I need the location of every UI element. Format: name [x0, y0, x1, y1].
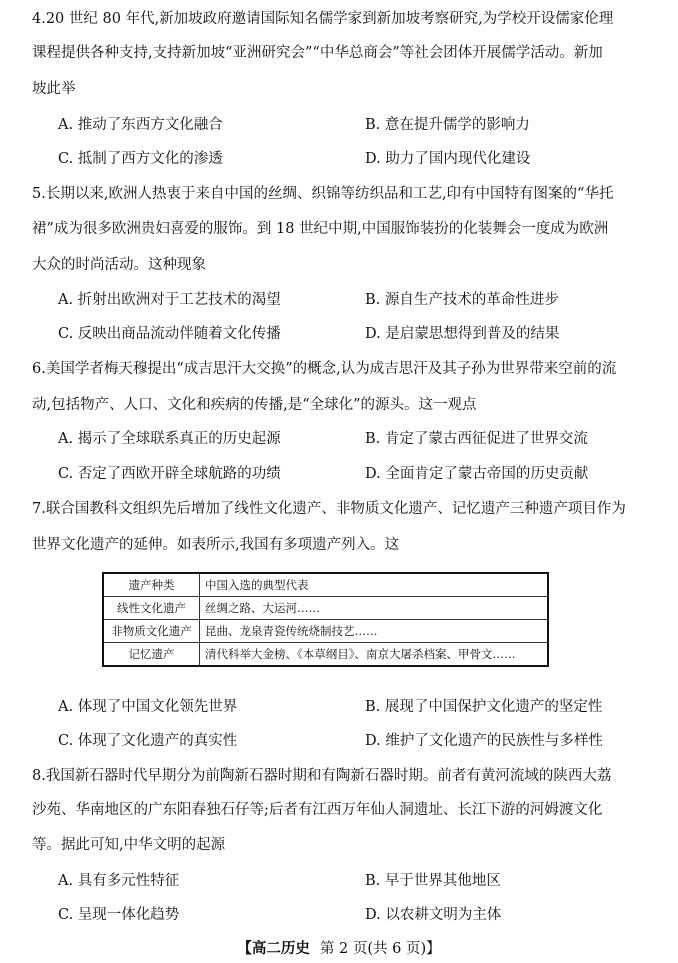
footer-page-number: 第 2 页(共 6 页)】: [319, 941, 441, 957]
question-5-line-2: 裙”成为很多欧洲贵妇喜爱的服饰。到 18 世纪中期,中国服饰装扮的化装舞会一度成为欧洲: [32, 221, 609, 237]
question-4-option-b: B. 意在提升儒学的影响力: [365, 117, 530, 133]
question-8-option-d: D. 以农耕文明为主体: [365, 907, 502, 923]
question-8-option-b: B. 早于世界其他地区: [365, 873, 501, 889]
table-cell: 清代科举大金榜、《本草纲目》、南京大屠杀档案、甲骨文……: [200, 643, 549, 667]
question-5-option-d: D. 是启蒙思想得到普及的结果: [365, 326, 560, 342]
table-header-cell: 中国入选的典型代表: [200, 573, 549, 597]
table-header-cell: 遗产种类: [103, 573, 200, 597]
question-4-option-d: D. 助力了国内现代化建设: [365, 151, 531, 167]
question-6-option-b: B. 肯定了蒙古西征促进了世界交流: [365, 431, 588, 447]
table-cell: 昆曲、龙泉青瓷传统烧制技艺……: [200, 620, 549, 643]
footer-subject: 【高二历史: [237, 940, 310, 957]
question-5-line-3: 大众的时尚活动。这种现象: [32, 257, 206, 273]
page-footer: [0, 937, 678, 958]
question-7-option-a: A. 体现了中国文化领先世界: [58, 699, 238, 715]
question-7-option-c: C. 体现了文化遗产的真实性: [58, 733, 238, 749]
table-row: [103, 597, 548, 620]
question-4-line-2: 课程提供各种支持,支持新加坡“亚洲研究会”“中华总商会”等社会团体开展儒学活动。新加: [32, 45, 603, 61]
table-row: [103, 643, 548, 667]
question-7-option-b: B. 展现了中国保护文化遗产的坚定性: [365, 699, 603, 715]
question-8-option-a: A. 具有多元性特征: [58, 873, 180, 889]
heritage-table: [102, 572, 549, 667]
table-cell: 丝绸之路、大运河……: [200, 597, 549, 620]
question-5-line-1: 5.长期以来,欧洲人热衷于来自中国的丝绸、织锦等纺织品和工艺,印有中国特有图案的“华托: [32, 186, 614, 202]
question-8-option-c: C. 呈现一体化趋势: [58, 907, 180, 923]
question-7-line-2: 世界文化遗产的延伸。如表所示,我国有多项遗产列入。这: [32, 537, 400, 553]
table-header-row: [103, 573, 548, 597]
question-6-option-d: D. 全面肯定了蒙古帝国的历史贡献: [365, 466, 589, 482]
question-4-option-a: A. 推动了东西方文化融合: [58, 117, 223, 133]
question-4-line-3: 坡此举: [32, 81, 76, 97]
question-6-line-1: 6.美国学者梅天穆提出“成吉思汗大交换”的概念,认为成吉思汗及其子孙为世界带来空前的流: [32, 361, 617, 377]
question-5-option-c: C. 反映出商品流动伴随着文化传播: [58, 326, 281, 342]
table-row: [103, 620, 548, 643]
table-cell: 记忆遗产: [103, 643, 200, 667]
question-8-line-2: 沙苑、华南地区的广东阳春独石仔等;后者有江西万年仙人洞遗址、长江下游的河姆渡文化: [32, 802, 603, 818]
question-6-option-a: A. 揭示了全球联系真正的历史起源: [58, 431, 281, 447]
question-5-option-a: A. 折射出欧洲对于工艺技术的渴望: [58, 292, 281, 308]
question-6-option-c: C. 否定了西欧开辟全球航路的功绩: [58, 466, 281, 482]
question-5-option-b: B. 源自生产技术的革命性进步: [365, 292, 559, 308]
question-6-line-2: 动,包括物产、人口、文化和疾病的传播,是“全球化”的源头。这一观点: [32, 397, 477, 413]
table-cell: 线性文化遗产: [103, 597, 200, 620]
question-4-line-1: 4.20 世纪 80 年代,新加坡政府邀请国际知名儒学家到新加坡考察研究,为学校开设儒家伦理: [32, 11, 614, 27]
question-7-option-d: D. 维护了文化遗产的民族性与多样性: [365, 733, 603, 749]
question-8-line-1: 8.我国新石器时代早期分为前陶新石器时期和有陶新石器时期。前者有黄河流域的陕西大荔: [32, 768, 612, 784]
question-7-line-1: 7.联合国教科文组织先后增加了线性文化遗产、非物质文化遗产、记忆遗产三种遗产项目作为: [32, 501, 626, 517]
question-8-line-3: 等。据此可知,中华文明的起源: [32, 837, 226, 853]
table-cell: 非物质文化遗产: [103, 620, 200, 643]
question-4-option-c: C. 抵制了西方文化的渗透: [58, 151, 223, 167]
